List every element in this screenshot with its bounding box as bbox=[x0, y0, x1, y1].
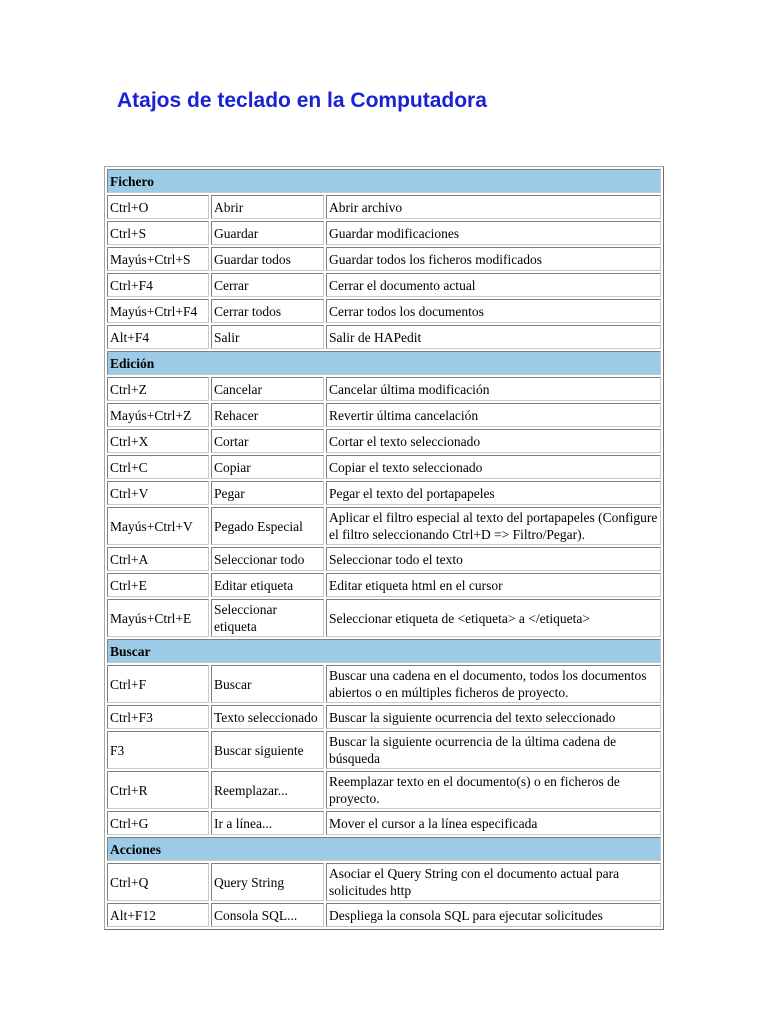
table-row bbox=[107, 221, 661, 245]
action-description-cell: Cancelar última modificación bbox=[326, 377, 661, 401]
shortcut-key-cell: Ctrl+F4 bbox=[107, 273, 209, 297]
table-row bbox=[107, 247, 661, 271]
action-description-cell: Aplicar el filtro especial al texto del portapapeles (Configure el filtro seleccionando Ctrl+D => Filtro/Pegar). bbox=[326, 507, 661, 545]
section-header-row bbox=[107, 837, 661, 861]
table-row bbox=[107, 299, 661, 323]
action-name-cell: Guardar bbox=[211, 221, 324, 245]
section-header-row bbox=[107, 169, 661, 193]
shortcut-key-cell: Ctrl+G bbox=[107, 811, 209, 835]
action-name-cell: Pegar bbox=[211, 481, 324, 505]
action-description-cell: Cerrar el documento actual bbox=[326, 273, 661, 297]
action-description-cell: Buscar la siguiente ocurrencia de la última cadena de búsqueda bbox=[326, 731, 661, 769]
section-title: Buscar bbox=[107, 639, 661, 663]
action-name-cell: Cerrar todos bbox=[211, 299, 324, 323]
shortcut-key-cell: Mayús+Ctrl+V bbox=[107, 507, 209, 545]
action-description-cell: Cerrar todos los documentos bbox=[326, 299, 661, 323]
action-name-cell: Cerrar bbox=[211, 273, 324, 297]
section-title: Fichero bbox=[107, 169, 661, 193]
shortcut-key-cell: Ctrl+O bbox=[107, 195, 209, 219]
action-description-cell: Cortar el texto seleccionado bbox=[326, 429, 661, 453]
action-description-cell: Reemplazar texto en el documento(s) o en ficheros de proyecto. bbox=[326, 771, 661, 809]
shortcuts-table-body bbox=[107, 169, 661, 927]
table-row bbox=[107, 403, 661, 427]
action-name-cell: Buscar bbox=[211, 665, 324, 703]
section-header-row bbox=[107, 351, 661, 375]
table-row bbox=[107, 863, 661, 901]
shortcut-key-cell: Ctrl+X bbox=[107, 429, 209, 453]
shortcut-key-cell: Ctrl+R bbox=[107, 771, 209, 809]
action-name-cell: Copiar bbox=[211, 455, 324, 479]
table-row bbox=[107, 731, 661, 769]
action-description-cell: Mover el cursor a la línea especificada bbox=[326, 811, 661, 835]
action-name-cell: Seleccionar todo bbox=[211, 547, 324, 571]
action-description-cell: Editar etiqueta html en el cursor bbox=[326, 573, 661, 597]
table-row bbox=[107, 377, 661, 401]
shortcut-key-cell: Mayús+Ctrl+E bbox=[107, 599, 209, 637]
table-row bbox=[107, 429, 661, 453]
shortcut-key-cell: Ctrl+Q bbox=[107, 863, 209, 901]
action-name-cell: Salir bbox=[211, 325, 324, 349]
action-name-cell: Rehacer bbox=[211, 403, 324, 427]
shortcut-key-cell: Alt+F12 bbox=[107, 903, 209, 927]
action-description-cell: Guardar modificaciones bbox=[326, 221, 661, 245]
action-name-cell: Buscar siguiente bbox=[211, 731, 324, 769]
action-name-cell: Query String bbox=[211, 863, 324, 901]
action-description-cell: Guardar todos los ficheros modificados bbox=[326, 247, 661, 271]
page-title: Atajos de teclado en la Computadora bbox=[117, 89, 487, 112]
action-name-cell: Pegado Especial bbox=[211, 507, 324, 545]
shortcut-key-cell: Ctrl+C bbox=[107, 455, 209, 479]
action-name-cell: Abrir bbox=[211, 195, 324, 219]
shortcut-key-cell: Ctrl+V bbox=[107, 481, 209, 505]
section-title: Edición bbox=[107, 351, 661, 375]
action-name-cell: Texto seleccionado bbox=[211, 705, 324, 729]
table-row bbox=[107, 705, 661, 729]
table-row bbox=[107, 481, 661, 505]
table-row bbox=[107, 665, 661, 703]
table-row bbox=[107, 273, 661, 297]
table-row bbox=[107, 325, 661, 349]
action-description-cell: Seleccionar etiqueta de <etiqueta> a </etiqueta> bbox=[326, 599, 661, 637]
table-row bbox=[107, 599, 661, 637]
shortcut-key-cell: Ctrl+A bbox=[107, 547, 209, 571]
action-description-cell: Pegar el texto del portapapeles bbox=[326, 481, 661, 505]
action-name-cell: Consola SQL... bbox=[211, 903, 324, 927]
table-row bbox=[107, 573, 661, 597]
table-row bbox=[107, 811, 661, 835]
shortcut-key-cell: F3 bbox=[107, 731, 209, 769]
action-description-cell: Buscar una cadena en el documento, todos los documentos abiertos o en múltiples ficheros de proyecto. bbox=[326, 665, 661, 703]
action-name-cell: Editar etiqueta bbox=[211, 573, 324, 597]
shortcut-key-cell: Mayús+Ctrl+S bbox=[107, 247, 209, 271]
table-row bbox=[107, 507, 661, 545]
shortcut-key-cell: Alt+F4 bbox=[107, 325, 209, 349]
action-name-cell: Cortar bbox=[211, 429, 324, 453]
action-description-cell: Abrir archivo bbox=[326, 195, 661, 219]
action-description-cell: Revertir última cancelación bbox=[326, 403, 661, 427]
shortcut-key-cell: Ctrl+E bbox=[107, 573, 209, 597]
shortcut-key-cell: Mayús+Ctrl+F4 bbox=[107, 299, 209, 323]
shortcut-key-cell: Ctrl+F3 bbox=[107, 705, 209, 729]
action-name-cell: Reemplazar... bbox=[211, 771, 324, 809]
action-name-cell: Cancelar bbox=[211, 377, 324, 401]
action-description-cell: Seleccionar todo el texto bbox=[326, 547, 661, 571]
action-description-cell: Asociar el Query String con el documento actual para solicitudes http bbox=[326, 863, 661, 901]
shortcut-key-cell: Ctrl+S bbox=[107, 221, 209, 245]
action-description-cell: Despliega la consola SQL para ejecutar solicitudes bbox=[326, 903, 661, 927]
action-name-cell: Seleccionar etiqueta bbox=[211, 599, 324, 637]
table-row bbox=[107, 903, 661, 927]
section-header-row bbox=[107, 639, 661, 663]
action-description-cell: Copiar el texto seleccionado bbox=[326, 455, 661, 479]
table-row bbox=[107, 771, 661, 809]
action-description-cell: Buscar la siguiente ocurrencia del texto seleccionado bbox=[326, 705, 661, 729]
table-row bbox=[107, 195, 661, 219]
action-name-cell: Guardar todos bbox=[211, 247, 324, 271]
shortcut-key-cell: Mayús+Ctrl+Z bbox=[107, 403, 209, 427]
action-description-cell: Salir de HAPedit bbox=[326, 325, 661, 349]
shortcuts-table bbox=[104, 166, 664, 930]
shortcut-key-cell: Ctrl+Z bbox=[107, 377, 209, 401]
section-title: Acciones bbox=[107, 837, 661, 861]
shortcut-key-cell: Ctrl+F bbox=[107, 665, 209, 703]
table-row bbox=[107, 547, 661, 571]
action-name-cell: Ir a línea... bbox=[211, 811, 324, 835]
table-row bbox=[107, 455, 661, 479]
